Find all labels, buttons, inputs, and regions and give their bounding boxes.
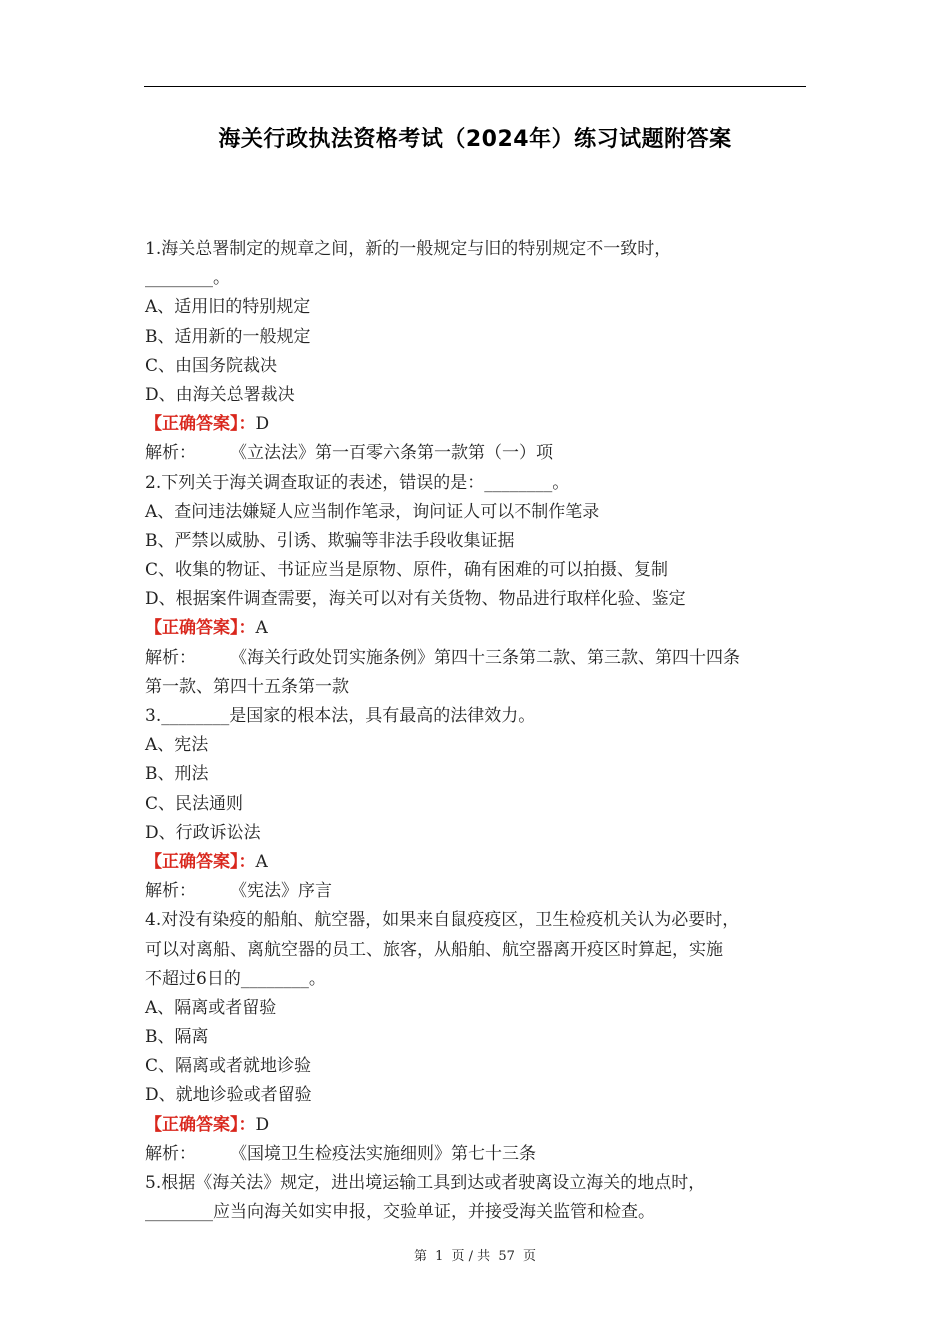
option-line: B、适用新的一般规定 — [145, 326, 311, 347]
question-list — [145, 235, 810, 1227]
answer-line — [145, 614, 810, 643]
document-title: 海关行政执法资格考试（2024年）练习试题附答案 — [218, 127, 732, 152]
option-line: B、刑法 — [145, 764, 209, 785]
footer-current-page: 1 — [435, 1249, 444, 1264]
answer-line — [145, 1111, 810, 1140]
footer-suffix: 页 — [523, 1249, 537, 1264]
answer-line — [145, 848, 810, 877]
option-line: A、宪法 — [145, 735, 209, 756]
answer-label: 【正确答案】： — [145, 851, 256, 872]
option-line: A、查问违法嫌疑人应当制作笔录，询问证人可以不制作笔录 — [145, 501, 600, 522]
answer-value: A — [255, 851, 268, 872]
option-line: C、由国务院裁决 — [145, 355, 278, 376]
explanation-text: 第一款、第四十五条第一款 — [145, 676, 349, 697]
explanation-line — [145, 644, 810, 673]
option-line: D、由海关总署裁决 — [145, 384, 295, 405]
page-footer — [0, 1245, 950, 1264]
question-stem-line: ________应当向海关如实申报，交验单证，并接受海关监管和检查。 — [145, 1202, 655, 1223]
explanation-label: 解析： — [145, 647, 196, 668]
explanation-label: 解析： — [145, 881, 196, 902]
answer-line — [145, 410, 810, 439]
explanation-label: 解析： — [145, 443, 196, 464]
explanation-line — [145, 439, 810, 468]
question-block — [145, 469, 810, 703]
explanation-line — [145, 877, 810, 906]
question-stem-line: 1.海关总署制定的规章之间，新的一般规定与旧的特别规定不一致时， — [145, 239, 672, 259]
explanation-line — [145, 1140, 810, 1169]
answer-label: 【正确答案】： — [145, 414, 256, 435]
option-line: C、收集的物证、书证应当是原物、原件，确有困难的可以拍摄、复制 — [145, 560, 669, 581]
top-rule — [144, 86, 806, 87]
question-block — [145, 702, 810, 906]
answer-value: D — [255, 414, 270, 435]
footer-total-pages: 57 — [498, 1249, 515, 1264]
explanation-text: 《海关行政处罚实施条例》第四十三条第二款、第三款、第四十四条 — [230, 647, 740, 668]
explanation-label: 解析： — [145, 1143, 196, 1164]
option-line: A、隔离或者留验 — [145, 997, 277, 1018]
answer-value: A — [255, 618, 268, 639]
explanation-text: 《立法法》第一百零六条第一款第（一）项 — [230, 443, 553, 464]
footer-mid: 页 / 共 — [451, 1249, 491, 1264]
question-stem-line: ________。 — [145, 268, 230, 289]
option-line: C、隔离或者就地诊验 — [145, 1056, 312, 1077]
question-stem-line: 3.________是国家的根本法，具有最高的法律效力。 — [145, 706, 536, 726]
answer-label: 【正确答案】： — [145, 618, 256, 639]
option-line: D、行政诉讼法 — [145, 822, 261, 843]
explanation-text: 《国境卫生检疫法实施细则》第七十三条 — [230, 1143, 536, 1164]
question-block — [145, 906, 810, 1169]
option-line: D、根据案件调查需要，海关可以对有关货物、物品进行取样化验、鉴定 — [145, 589, 686, 610]
question-stem-line: 不超过6日的________。 — [145, 968, 326, 989]
answer-label: 【正确答案】： — [145, 1114, 256, 1135]
option-line: B、隔离 — [145, 1027, 209, 1048]
explanation-text: 《宪法》序言 — [230, 881, 332, 902]
question-stem-line: 可以对离船、离航空器的员工、旅客，从船舶、航空器离开疫区时算起，实施 — [145, 939, 723, 960]
option-line: A、适用旧的特别规定 — [145, 297, 311, 318]
option-line: B、严禁以威胁、引诱、欺骗等非法手段收集证据 — [145, 530, 515, 551]
question-block — [145, 235, 810, 469]
question-block — [145, 1169, 810, 1227]
explanation-line — [145, 673, 810, 702]
option-line: C、民法通则 — [145, 793, 244, 814]
answer-value: D — [255, 1114, 270, 1135]
question-stem-line: 5.根据《海关法》规定，进出境运输工具到达或者驶离设立海关的地点时， — [145, 1173, 706, 1193]
question-stem-line: 4.对没有染疫的船舶、航空器，如果来自鼠疫疫区，卫生检疫机关认为必要时， — [145, 910, 740, 931]
footer-prefix: 第 — [413, 1249, 427, 1264]
option-line: D、就地诊验或者留验 — [145, 1085, 312, 1106]
question-stem-line: 2.下列关于海关调查取证的表述，错误的是：________。 — [145, 472, 570, 493]
